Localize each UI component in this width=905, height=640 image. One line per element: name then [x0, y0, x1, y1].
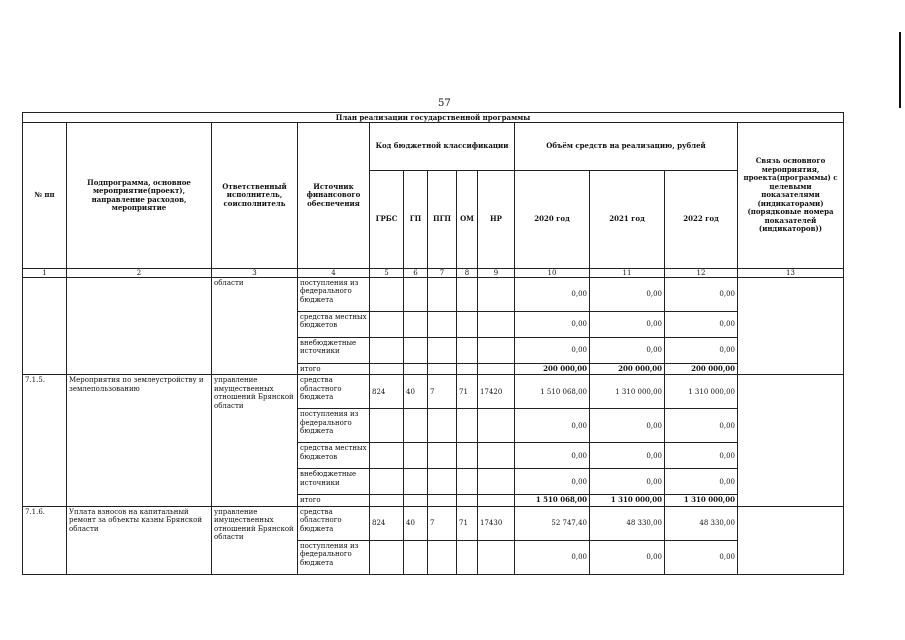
cell-num: 7.1.5. [23, 375, 67, 506]
header-volume: Объём средств на реализацию, рублей [515, 123, 738, 171]
cell-name: Мероприятия по землеустройству и землепользованию [67, 375, 212, 506]
column-number: 6 [404, 269, 428, 278]
cell-2022: 0,00 [665, 443, 738, 469]
cell-source: внебюджетные источники [298, 338, 370, 364]
cell-pgp: 7 [428, 506, 457, 540]
header-2021: 2021 год [590, 171, 665, 269]
cell-executor: управление имущественных отношений Брянской области [212, 506, 298, 574]
column-number: 10 [515, 269, 590, 278]
cell-2020: 0,00 [515, 540, 590, 574]
program-plan-table [22, 112, 844, 575]
column-number: 7 [428, 269, 457, 278]
table-row [23, 278, 844, 312]
cell-num [23, 278, 67, 375]
cell-2022: 1 310 000,00 [665, 495, 738, 506]
column-number: 13 [738, 269, 844, 278]
cell-executor: управление имущественных отношений Брянской области [212, 375, 298, 506]
cell-2020: 0,00 [515, 312, 590, 338]
cell-name: Уплата взносов на капитальный ремонт за объекты казны Брянской области [67, 506, 212, 574]
cell-2021: 48 330,00 [590, 506, 665, 540]
cell-2021: 1 310 000,00 [590, 375, 665, 409]
cell-2021: 0,00 [590, 312, 665, 338]
column-number-row [23, 269, 844, 278]
cell-source: средства местных бюджетов [298, 312, 370, 338]
cell-2022: 0,00 [665, 278, 738, 312]
cell-num: 7.1.6. [23, 506, 67, 574]
cell-link [738, 506, 844, 574]
header-grbs: ГРБС [370, 171, 404, 269]
cell-2021: 0,00 [590, 443, 665, 469]
cell-2020: 0,00 [515, 443, 590, 469]
cell-grbs: 824 [370, 375, 404, 409]
cell-2020: 0,00 [515, 338, 590, 364]
table-row [23, 506, 844, 540]
cell-source: поступления из федерального бюджета [298, 409, 370, 443]
cell-grbs: 824 [370, 506, 404, 540]
cell-name [67, 278, 212, 375]
page-number: 57 [438, 98, 451, 109]
header-num: № пп [23, 123, 67, 269]
cell-source: итого [298, 364, 370, 375]
cell-2022: 200 000,00 [665, 364, 738, 375]
cell-2022: 0,00 [665, 338, 738, 364]
cell-2022: 0,00 [665, 540, 738, 574]
header-source: Источник финансового обеспечения [298, 123, 370, 269]
cell-2022: 0,00 [665, 312, 738, 338]
header-link: Связь основного мероприятия, проекта(программы) с целевыми показателями (индикаторами) (порядковые номера показателей (индикаторов)) [738, 123, 844, 269]
cell-om: 71 [457, 506, 478, 540]
cell-2021: 0,00 [590, 409, 665, 443]
cell-source: средства областного бюджета [298, 375, 370, 409]
header-om: ОМ [457, 171, 478, 269]
cell-2022: 48 330,00 [665, 506, 738, 540]
cell-2020: 1 510 068,00 [515, 495, 590, 506]
cell-executor: области [212, 278, 298, 375]
cell-2020: 52 747,40 [515, 506, 590, 540]
cell-source: средства областного бюджета [298, 506, 370, 540]
cell-2020: 0,00 [515, 278, 590, 312]
cell-om: 71 [457, 375, 478, 409]
table-row [23, 375, 844, 409]
cell-2021: 1 310 000,00 [590, 495, 665, 506]
column-number: 12 [665, 269, 738, 278]
column-number: 9 [478, 269, 515, 278]
column-number: 3 [212, 269, 298, 278]
cell-2021: 0,00 [590, 540, 665, 574]
cell-2022: 1 310 000,00 [665, 375, 738, 409]
cell-2020: 0,00 [515, 409, 590, 443]
cell-np: 17420 [478, 375, 515, 409]
cell-gp: 40 [404, 506, 428, 540]
header-subprogram: Подпрограмма, основное мероприятие(проект), направление расходов, мероприятие [67, 123, 212, 269]
cell-link [738, 375, 844, 506]
cell-pgp: 7 [428, 375, 457, 409]
column-number: 5 [370, 269, 404, 278]
header-pgp: ПГП [428, 171, 457, 269]
cell-np: 17430 [478, 506, 515, 540]
cell-2020: 0,00 [515, 469, 590, 495]
cell-source: поступления из федерального бюджета [298, 540, 370, 574]
cell-source: итого [298, 495, 370, 506]
cell-link [738, 278, 844, 375]
cell-source: поступления из федерального бюджета [298, 278, 370, 312]
header-budget-code: Код бюджетной классификации [370, 123, 515, 171]
column-number: 1 [23, 269, 67, 278]
column-number: 8 [457, 269, 478, 278]
header-2020: 2020 год [515, 171, 590, 269]
cell-2021: 0,00 [590, 278, 665, 312]
cell-gp: 40 [404, 375, 428, 409]
header-executor: Ответственный исполнитель, соисполнитель [212, 123, 298, 269]
column-number: 2 [67, 269, 212, 278]
cell-source: средства местных бюджетов [298, 443, 370, 469]
cell-source: внебюджетные источники [298, 469, 370, 495]
header-2022: 2022 год [665, 171, 738, 269]
cell-2022: 0,00 [665, 469, 738, 495]
header-gp: ГП [404, 171, 428, 269]
cell-2020: 1 510 068,00 [515, 375, 590, 409]
table-title: План реализации государственной программы [23, 113, 844, 123]
column-number: 4 [298, 269, 370, 278]
cell-2022: 0,00 [665, 409, 738, 443]
column-number: 11 [590, 269, 665, 278]
cell-2021: 0,00 [590, 338, 665, 364]
header-np: НР [478, 171, 515, 269]
cell-2021: 200 000,00 [590, 364, 665, 375]
margin-bar [899, 32, 901, 108]
cell-2021: 0,00 [590, 469, 665, 495]
cell-2020: 200 000,00 [515, 364, 590, 375]
